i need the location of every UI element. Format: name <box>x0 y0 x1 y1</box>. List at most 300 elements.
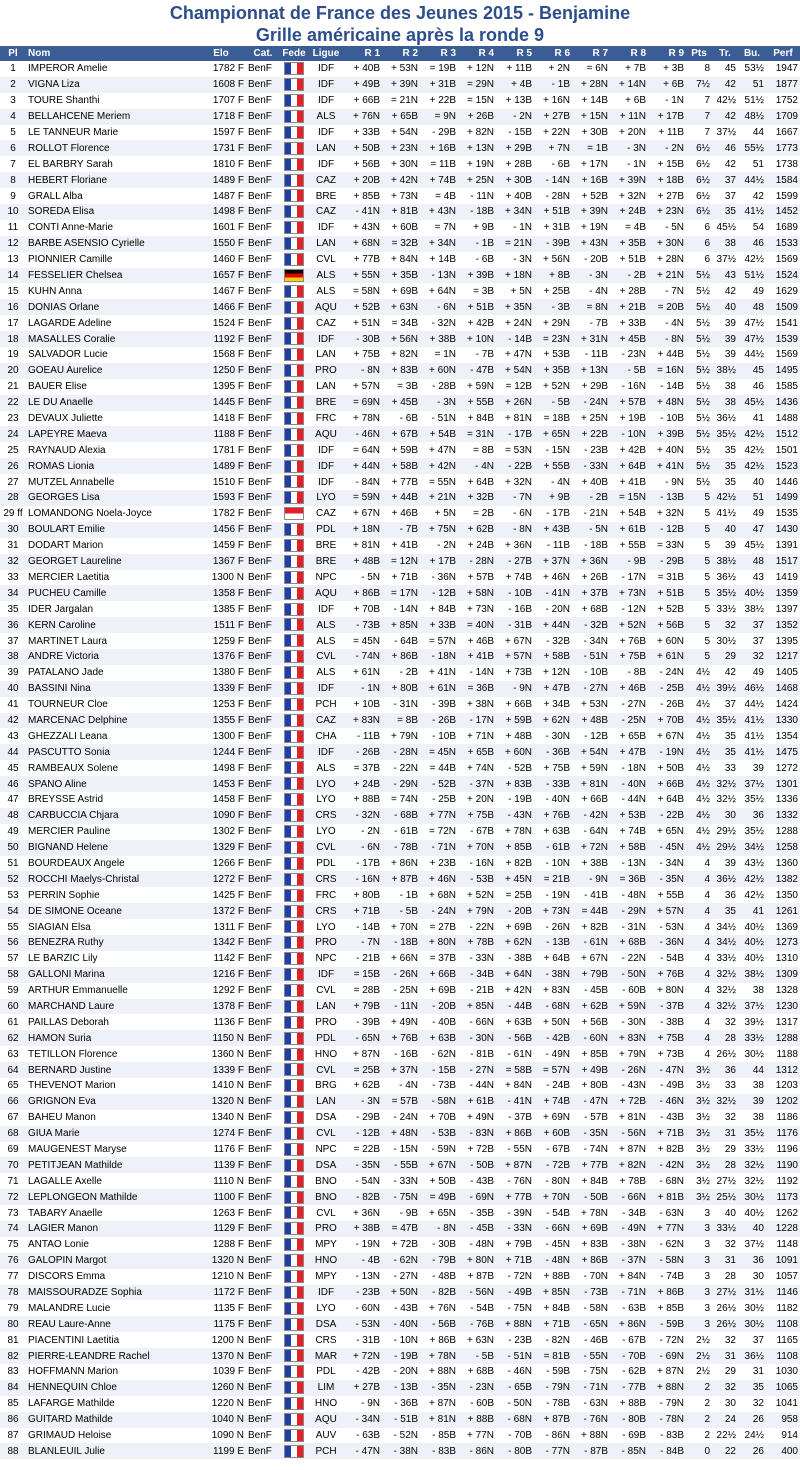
tiebreak-bu-cell: 36 <box>752 1255 764 1267</box>
table-row <box>0 1030 800 1046</box>
federation-cell <box>280 744 308 760</box>
flag-fr-icon <box>284 952 304 965</box>
federation-cell <box>280 1269 308 1285</box>
tiebreak-tr-cell: 42 <box>724 285 736 297</box>
round-2-cell: - 2B <box>399 667 418 679</box>
round-7-cell: + 19N <box>581 222 608 234</box>
round-6-cell: + 60B <box>543 1128 570 1140</box>
table-row <box>0 887 800 903</box>
federation-cell <box>280 554 308 570</box>
round-2-cell: = 17N <box>391 587 418 599</box>
round-5-cell: - 20B <box>508 905 532 917</box>
league-cell: NPC <box>315 1144 337 1155</box>
round-9-cell: + 55B <box>657 889 684 901</box>
round-2-cell: - 9B <box>399 1207 418 1219</box>
round-8-cell: + 57B <box>619 397 646 409</box>
performance-cell: 1261 <box>775 905 798 917</box>
column-header: R 5 <box>496 46 534 61</box>
table-row <box>0 1094 800 1110</box>
round-5-cell: - 51N <box>507 1350 532 1362</box>
federation-cell <box>280 490 308 506</box>
category-cell: BenF <box>248 1223 272 1235</box>
round-1-cell: = 64N <box>353 444 380 456</box>
elo-cell: 1288 F <box>212 1239 244 1251</box>
performance-cell: 1188 <box>776 1048 798 1060</box>
elo-cell: 1731 F <box>212 142 244 154</box>
flag-fr-icon <box>284 94 304 107</box>
round-6-cell: - 42B <box>546 1032 570 1044</box>
elo-cell: 1090 N <box>211 1430 244 1442</box>
place-cell: 57 <box>7 953 19 965</box>
round-4-cell: + 25N <box>467 174 494 186</box>
round-7-cell: = 8N <box>586 301 608 313</box>
tiebreak-bu-cell: 31½ <box>744 1287 764 1299</box>
round-7-cell: + 83B <box>581 1239 608 1251</box>
federation-cell <box>280 1285 308 1301</box>
league-cell: CAZ <box>316 508 336 520</box>
league-cell: ALS <box>316 762 336 774</box>
player-name-cell: PASCUTTO Sonia <box>28 746 110 758</box>
round-6-cell: - 6B <box>551 158 570 170</box>
tiebreak-bu-cell: 44 <box>752 127 764 138</box>
round-2-cell: + 63N <box>391 301 418 313</box>
league-cell: CVL <box>316 985 336 997</box>
performance-cell: 1947 <box>775 63 798 75</box>
category-cell: BenF <box>248 937 272 949</box>
column-header: R 3 <box>420 46 458 61</box>
tiebreak-bu-cell: 40½ <box>744 1207 764 1219</box>
tiebreak-tr-cell: 39 <box>724 857 736 869</box>
round-9-cell: + 76B <box>657 969 684 981</box>
round-9-cell: - 53N <box>659 921 684 933</box>
player-name-cell: BAHEU Manon <box>28 1112 96 1124</box>
column-header: R 8 <box>610 46 648 61</box>
points-cell: 6½ <box>696 206 710 218</box>
federation-cell <box>280 347 308 363</box>
round-4-cell: + 62B <box>467 524 494 536</box>
round-5-cell: + 42N <box>505 985 532 997</box>
category-cell: BenF <box>248 206 272 218</box>
round-9-cell: - 4N <box>665 317 684 329</box>
flag-fr-icon <box>284 1016 304 1029</box>
elo-cell: 1259 F <box>212 635 244 647</box>
points-cell: 5½ <box>696 476 710 488</box>
tiebreak-tr-cell: 26½ <box>716 1048 736 1060</box>
player-name-cell: MAISSOURADZE Sophia <box>28 1287 142 1299</box>
points-cell: 4 <box>704 1016 710 1028</box>
round-9-cell: - 24N <box>659 667 684 679</box>
round-8-cell: - 26N <box>621 1064 646 1076</box>
tiebreak-bu-cell: 34½ <box>744 842 764 854</box>
round-9-cell: - 13B <box>660 492 684 504</box>
round-8-cell: - 60B <box>622 985 646 997</box>
tiebreak-bu-cell: 53½ <box>744 63 764 75</box>
round-6-cell: + 50N <box>543 1016 570 1028</box>
tiebreak-tr-cell: 45½ <box>716 222 736 234</box>
tiebreak-tr-cell: 32 <box>724 1016 736 1028</box>
place-cell: 72 <box>7 1191 19 1203</box>
player-name-cell: THEVENOT Marion <box>28 1080 116 1092</box>
round-2-cell: + 39N <box>391 79 418 91</box>
table-row <box>0 1443 800 1459</box>
tiebreak-tr-cell: 35 <box>724 444 736 456</box>
round-4-cell: - 27N <box>469 1064 494 1076</box>
performance-cell: 1330 <box>775 714 798 726</box>
round-3-cell: + 68N <box>429 889 456 901</box>
round-5-cell: - 37B <box>508 1112 532 1124</box>
player-name-cell: CARBUCCIA Chjara <box>28 810 119 822</box>
round-8-cell: + 35B <box>619 238 646 250</box>
round-9-cell: - 29B <box>660 556 684 568</box>
round-8-cell: + 72B <box>619 1096 646 1108</box>
elo-cell: 1810 F <box>212 158 244 170</box>
federation-cell <box>280 220 308 236</box>
flag-fr-icon <box>284 634 304 647</box>
elo-cell: 1320 N <box>211 1096 244 1108</box>
performance-cell: 1288 <box>775 1032 798 1044</box>
round-6-cell: - 67B <box>546 1144 570 1155</box>
category-cell: BenF <box>248 317 272 329</box>
player-name-cell: LEPLONGEON Mathilde <box>28 1191 138 1203</box>
performance-cell: 1539 <box>775 333 798 345</box>
tiebreak-bu-cell: 44½ <box>744 699 764 711</box>
round-1-cell: + 86B <box>353 587 380 599</box>
performance-cell: 1475 <box>775 746 798 758</box>
table-row <box>0 1189 800 1205</box>
round-6-cell: - 68N <box>545 1000 570 1012</box>
flag-fr-icon <box>284 380 304 393</box>
round-5-cell: + 71B <box>505 1255 532 1267</box>
round-7-cell: - 47N <box>583 1096 608 1108</box>
round-4-cell: + 74N <box>467 762 494 774</box>
player-name-cell: KERN Caroline <box>28 619 96 631</box>
table-row <box>0 1126 800 1142</box>
points-cell: 2 <box>704 1398 710 1410</box>
tiebreak-tr-cell: 40 <box>724 524 736 536</box>
round-6-cell: - 77N <box>545 1445 570 1457</box>
federation-cell <box>280 93 308 109</box>
performance-cell: 1709 <box>775 111 798 123</box>
table-row <box>0 1110 800 1126</box>
round-6-cell: + 34B <box>543 699 570 711</box>
points-cell: 6½ <box>696 190 710 202</box>
tiebreak-tr-cell: 36½ <box>716 873 736 885</box>
round-6-cell: + 8B <box>549 270 570 282</box>
round-7-cell: - 45B <box>584 985 608 997</box>
tiebreak-bu-cell: 43½ <box>744 857 764 869</box>
round-9-cell: + 73B <box>657 1048 684 1060</box>
elo-cell: 1192 F <box>213 333 244 345</box>
round-6-cell: = 81B <box>543 1350 570 1362</box>
column-header: Perf <box>766 46 800 61</box>
round-7-cell: - 55N <box>583 1350 608 1362</box>
player-name-cell: BOULART Emilie <box>28 524 105 536</box>
round-2-cell: - 61B <box>394 826 418 838</box>
federation-cell <box>280 1014 308 1030</box>
round-3-cell: + 74B <box>429 174 456 186</box>
round-3-cell: + 76N <box>429 1302 456 1314</box>
points-cell: 4½ <box>696 730 710 742</box>
performance-cell: 1108 <box>776 1350 798 1362</box>
round-1-cell: + 61N <box>353 667 380 679</box>
tiebreak-bu-cell: 48 <box>752 556 764 568</box>
round-8-cell: + 41B <box>619 476 646 488</box>
tiebreak-bu-cell: 33½ <box>744 1144 764 1155</box>
elo-cell: 1425 F <box>212 889 244 901</box>
flag-fr-icon <box>284 714 304 727</box>
round-7-cell: + 82B <box>581 921 608 933</box>
round-9-cell: + 50B <box>657 762 684 774</box>
league-cell: AQU <box>315 587 337 599</box>
column-header: Tr. <box>712 46 738 61</box>
points-cell: 6 <box>704 222 710 234</box>
player-name-cell: PERRIN Sophie <box>28 889 100 901</box>
round-2-cell: - 7B <box>399 524 418 536</box>
column-header: Bu. <box>738 46 766 61</box>
flag-fr-icon <box>284 460 304 473</box>
round-6-cell: + 65N <box>543 428 570 440</box>
federation-cell <box>280 411 308 427</box>
round-6-cell: - 32B <box>546 635 570 647</box>
league-cell: DSA <box>315 1318 337 1330</box>
points-cell: 4½ <box>696 714 710 726</box>
tiebreak-bu-cell: 42½ <box>744 254 764 266</box>
table-row <box>0 140 800 156</box>
tiebreak-tr-cell: 27½ <box>716 1175 736 1187</box>
category-cell: BenF <box>248 714 272 726</box>
round-3-cell: - 79B <box>432 1255 456 1267</box>
table-row <box>0 490 800 506</box>
tiebreak-bu-cell: 32½ <box>744 1159 764 1171</box>
place-cell: 50 <box>7 842 19 854</box>
place-cell: 53 <box>7 889 19 901</box>
performance-cell: 1146 <box>776 1287 798 1299</box>
round-4-cell: - 45B <box>470 1223 494 1235</box>
round-7-cell: + 22B <box>581 428 608 440</box>
player-name-cell: LAFARGE Mathilde <box>28 1398 115 1410</box>
round-5-cell: - 27B <box>508 556 532 568</box>
league-cell: HNO <box>314 1048 338 1060</box>
federation-cell <box>280 681 308 697</box>
performance-cell: 1203 <box>775 1080 798 1092</box>
round-8-cell: + 65B <box>619 730 646 742</box>
category-cell: BenF <box>248 746 272 758</box>
table-row <box>0 554 800 570</box>
table-row <box>0 760 800 776</box>
round-3-cell: - 83B <box>432 1445 456 1457</box>
round-1-cell: + 75B <box>353 349 380 361</box>
round-3-cell: - 32N <box>431 317 456 329</box>
round-1-cell: = 37B <box>353 762 380 774</box>
category-cell: BenF <box>248 333 272 345</box>
round-6-cell: - 24B <box>546 1080 570 1092</box>
round-2-cell: + 79N <box>391 730 418 742</box>
round-2-cell: = 12N <box>391 556 418 568</box>
round-2-cell: + 44B <box>391 492 418 504</box>
round-9-cell: + 70B <box>657 714 684 726</box>
round-6-cell: - 79N <box>545 1382 570 1394</box>
tiebreak-tr-cell: 33½ <box>716 1223 736 1235</box>
federation-cell <box>280 697 308 713</box>
round-7-cell: + 85B <box>581 1048 608 1060</box>
federation-cell <box>280 887 308 903</box>
round-4-cell: + 82N <box>467 127 494 138</box>
category-cell: BenF <box>248 254 272 266</box>
round-9-cell: - 63N <box>659 1207 684 1219</box>
round-1-cell: - 13N <box>355 1271 380 1283</box>
federation-cell <box>280 1126 308 1142</box>
player-name-cell: TABARY Anaelle <box>28 1207 103 1219</box>
points-cell: 7 <box>704 95 710 107</box>
flag-fr-icon <box>284 1175 304 1188</box>
round-1-cell: = 28B <box>353 985 380 997</box>
column-header: Fede <box>280 46 308 61</box>
player-name-cell: PIERRE-LEANDRE Rachel <box>28 1350 150 1362</box>
category-cell: BenF <box>248 524 272 536</box>
flag-fr-icon <box>284 936 304 949</box>
federation-cell <box>280 967 308 983</box>
tiebreak-bu-cell: 39 <box>752 1096 764 1108</box>
player-name-cell: ARTHUR Emmanuelle <box>28 985 128 997</box>
flag-fr-icon <box>284 809 304 822</box>
round-1-cell: + 66B <box>353 95 380 107</box>
round-2-cell: + 76B <box>391 1032 418 1044</box>
player-name-cell: BELLAHCENE Meriem <box>28 111 131 123</box>
round-7-cell: = 44B <box>581 905 608 917</box>
elo-cell: 1274 F <box>212 1128 244 1140</box>
tiebreak-tr-cell: 32½ <box>716 1096 736 1108</box>
category-cell: BenF <box>248 301 272 313</box>
performance-cell: 1629 <box>775 285 798 297</box>
round-1-cell: + 51N <box>353 317 380 329</box>
league-cell: LIM <box>317 1382 335 1394</box>
elo-cell: 1266 F <box>212 857 244 869</box>
round-5-cell: - 72N <box>507 1271 532 1283</box>
elo-cell: 1467 F <box>212 285 244 297</box>
points-cell: 4½ <box>696 794 710 806</box>
tiebreak-tr-cell: 39 <box>724 349 736 361</box>
round-8-cell: - 31N <box>621 921 646 933</box>
tiebreak-bu-cell: 46 <box>752 238 764 250</box>
player-name-cell: LAGALLE Axelle <box>28 1175 102 1187</box>
federation-cell <box>280 951 308 967</box>
tiebreak-tr-cell: 33 <box>724 762 736 774</box>
category-cell: BenF <box>248 969 272 981</box>
round-6-cell: + 51B <box>543 206 570 218</box>
round-2-cell: = 3B <box>397 381 418 393</box>
tiebreak-tr-cell: 39 <box>724 333 736 345</box>
round-7-cell: - 75N <box>583 1366 608 1378</box>
player-name-cell: DE SIMONE Oceane <box>28 905 122 917</box>
round-6-cell: + 35B <box>543 365 570 377</box>
league-cell: LYO <box>316 921 336 933</box>
federation-cell <box>280 792 308 808</box>
flag-fr-icon <box>284 1445 304 1458</box>
round-3-cell: - 26B <box>432 714 456 726</box>
flag-fr-icon <box>284 920 304 933</box>
player-name-cell: GRALL Alba <box>28 190 83 202</box>
tiebreak-tr-cell: 32½ <box>716 969 736 981</box>
place-cell: 23 <box>7 413 19 425</box>
table-row <box>0 951 800 967</box>
round-3-cell: + 50B <box>429 1175 456 1187</box>
category-cell: BenF <box>248 1191 272 1203</box>
category-cell: BenF <box>248 1430 272 1442</box>
round-1-cell: - 74N <box>355 651 380 663</box>
federation-cell <box>280 395 308 411</box>
round-3-cell: = 49B <box>429 1191 456 1203</box>
round-9-cell: - 68N <box>659 1175 684 1187</box>
category-cell: BenF <box>248 905 272 917</box>
flag-fr-icon <box>284 412 304 425</box>
round-7-cell: - 24N <box>583 397 608 409</box>
tiebreak-bu-cell: 39 <box>752 762 764 774</box>
round-7-cell: + 15N <box>581 111 608 123</box>
performance-cell: 1228 <box>775 1223 798 1235</box>
round-8-cell: + 20N <box>619 127 646 138</box>
place-cell: 83 <box>7 1366 19 1378</box>
performance-cell: 1091 <box>775 1255 798 1267</box>
round-9-cell: + 65N <box>657 826 684 838</box>
round-3-cell: = 7N <box>434 222 456 234</box>
points-cell: 4½ <box>696 699 710 711</box>
tiebreak-tr-cell: 39½ <box>716 683 736 695</box>
league-cell: IDF <box>317 460 335 472</box>
tiebreak-bu-cell: 35 <box>752 1382 764 1394</box>
flag-fr-icon <box>284 1000 304 1013</box>
tiebreak-bu-cell: 40 <box>752 1223 764 1235</box>
league-cell: PDL <box>316 857 336 869</box>
round-6-cell: + 37N <box>543 556 570 568</box>
round-2-cell: + 54N <box>391 127 418 138</box>
round-7-cell: + 17N <box>581 158 608 170</box>
tiebreak-bu-cell: 31 <box>752 1366 764 1378</box>
elo-cell: 1782 F <box>212 508 244 520</box>
round-3-cell: + 69B <box>429 985 456 997</box>
tiebreak-tr-cell: 32½ <box>716 794 736 806</box>
round-8-cell: - 22N <box>621 953 646 965</box>
player-name-cell: MARCHAND Laure <box>28 1000 115 1012</box>
tiebreak-bu-cell: 37 <box>752 619 764 631</box>
table-row <box>0 840 800 856</box>
round-5-cell: + 47N <box>505 349 532 361</box>
player-name-cell: MERCIER Laetitia <box>28 571 110 583</box>
league-cell: ALS <box>316 285 336 297</box>
points-cell: 4 <box>704 889 710 901</box>
points-cell: 4½ <box>696 842 710 854</box>
round-9-cell: - 12B <box>660 524 684 536</box>
place-cell: 12 <box>7 238 19 250</box>
elo-cell: 1466 F <box>212 301 244 313</box>
points-cell: 4½ <box>696 746 710 758</box>
round-2-cell: - 15N <box>393 1144 418 1155</box>
round-6-cell: + 70N <box>543 1191 570 1203</box>
round-9-cell: - 14B <box>660 381 684 393</box>
round-7-cell: - 76N <box>583 1414 608 1426</box>
round-7-cell: + 48B <box>581 714 608 726</box>
federation-cell <box>280 188 308 204</box>
place-cell: 85 <box>7 1398 19 1410</box>
player-name-cell: SALVADOR Lucie <box>28 349 108 361</box>
table-row <box>0 649 800 665</box>
round-3-cell: + 21N <box>429 492 456 504</box>
elo-cell: 1460 F <box>212 254 244 266</box>
federation-cell <box>280 856 308 872</box>
league-cell: CAZ <box>316 174 336 186</box>
tiebreak-bu-cell: 51 <box>752 79 764 91</box>
round-6-cell: + 69N <box>543 1112 570 1124</box>
category-cell: BenF <box>248 1398 272 1410</box>
